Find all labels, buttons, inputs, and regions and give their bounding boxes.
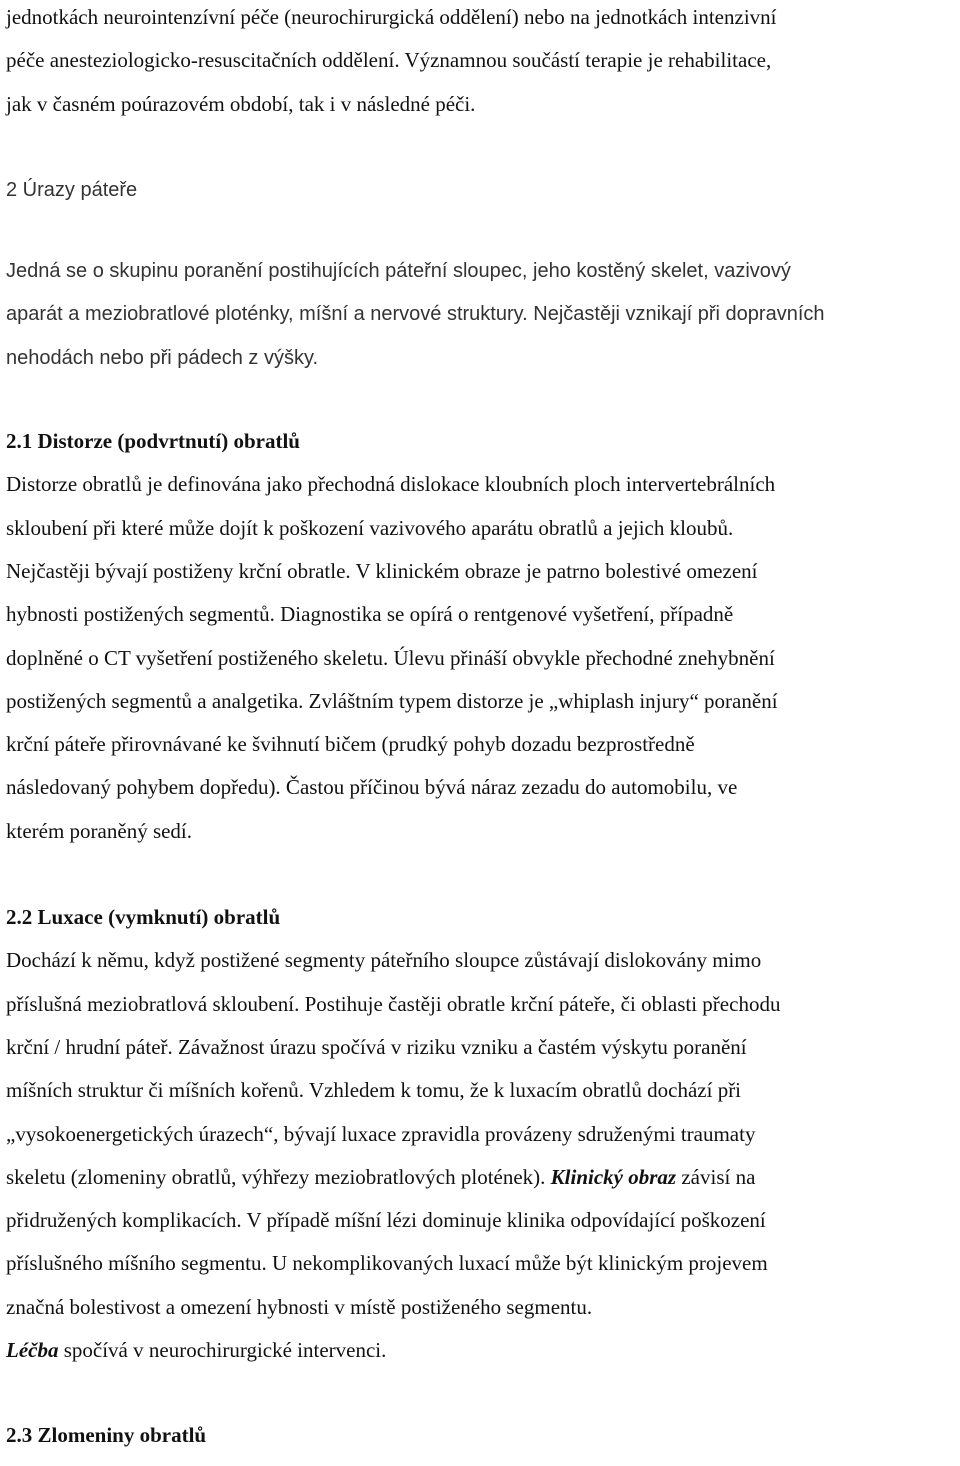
section-2-1-line: Distorze obratlů je definována jako přechodná dislokace kloubních ploch intervertebrálních xyxy=(6,472,776,497)
intro-line: jednotkách neurointenzívní péče (neurochirurgická oddělení) nebo na jednotkách intenzivní xyxy=(6,5,777,29)
line-text: spočívá v neurochirurgické intervenci. xyxy=(58,1338,387,1363)
section-2-2-line: „vysokoenergetických úrazech“, bývají luxace zpravidla provázeny sdruženými traumaty xyxy=(6,1121,756,1146)
section-2-1-line: krční páteře přirovnávané ke švihnutí bičem (prudký pohyb dozadu bezprostředně xyxy=(6,732,695,757)
section-2-1-line: doplněné o CT vyšetření postiženého skeletu. Úlevu přináší obvykle přechodné znehybnění xyxy=(6,645,775,670)
intro-line: péče anesteziologicko-resuscitačních oddělení. Významnou součástí terapie je rehabilitace, xyxy=(6,48,772,73)
section-2-line: nehodách nebo při pádech z výšky. xyxy=(6,346,319,369)
section-2-1-line: postižených segmentů a analgetika. Zvláštním typem distorze je „whiplash injury“ poranění xyxy=(6,688,778,713)
section-2-line: Jedná se o skupinu poranění postihujících páteřní sloupec, jeho kostěný skelet, vazivový xyxy=(6,260,791,283)
section-2-1-line: kterém poraněný sedí. xyxy=(6,818,193,843)
document-page xyxy=(6,0,958,1458)
section-2-1-line: skloubení při které může dojít k poškození vazivového aparátu obratlů a jejich kloubů. xyxy=(6,515,734,540)
treatment-line xyxy=(6,1329,958,1372)
clinical-picture-term: Klinický obraz xyxy=(550,1164,677,1189)
section-2-2-line: značná bolestivost a omezení hybnosti v místě postiženého segmentu. xyxy=(6,1294,593,1319)
treatment-term: Léčba xyxy=(6,1338,59,1363)
section-2-heading: 2 Úrazy páteře xyxy=(6,178,138,201)
line-text: závisí na xyxy=(676,1164,756,1189)
section-2-1-heading: 2.1 Distorze (podvrtnutí) obratlů xyxy=(6,429,300,454)
section-2-2-line-mixed xyxy=(6,1156,958,1199)
section-2-line: aparát a meziobratlové ploténky, míšní a nervové struktury. Nejčastěji vznikají při dopravních xyxy=(6,303,825,326)
section-2-1-line: Nejčastěji bývají postiženy krční obratle. V klinickém obraze je patrno bolestivé omezení xyxy=(6,558,758,583)
section-2-2-line: míšních struktur či míšních kořenů. Vzhledem k tomu, že k luxacím obratlů dochází při xyxy=(6,1078,742,1103)
section-2-2-heading: 2.2 Luxace (vymknutí) obratlů xyxy=(6,905,281,930)
section-2-2-line: příslušná meziobratlová skloubení. Postihuje častěji obratle krční páteře, či oblasti přechodu xyxy=(6,991,781,1016)
section-2-1-line: hybnosti postižených segmentů. Diagnostika se opírá o rentgenové vyšetření, případně xyxy=(6,602,734,627)
section-2-2-line: Dochází k němu, když postižené segmenty páteřního sloupce zůstávají dislokovány mimo xyxy=(6,948,762,973)
section-2-1-line: následovaný pohybem dopředu). Častou příčinou bývá náraz zezadu do automobilu, ve xyxy=(6,775,738,800)
section-2-2-line: příslušného míšního segmentu. U nekomplikovaných luxací může být klinickým projevem xyxy=(6,1251,768,1276)
intro-line: jak v časném poúrazovém období, tak i v následné péči. xyxy=(6,91,476,116)
section-2-3-heading: 2.3 Zlomeniny obratlů xyxy=(6,1423,207,1448)
section-2-2-line: krční / hrudní páteř. Závažnost úrazu spočívá v riziku vzniku a častém výskytu poranění xyxy=(6,1034,747,1059)
line-text: skeletu (zlomeniny obratlů, výhřezy meziobratlových plotének). xyxy=(6,1164,551,1189)
section-2-2-line: přidružených komplikacích. V případě míšní lézi dominuje klinika odpovídající poškození xyxy=(6,1208,766,1233)
